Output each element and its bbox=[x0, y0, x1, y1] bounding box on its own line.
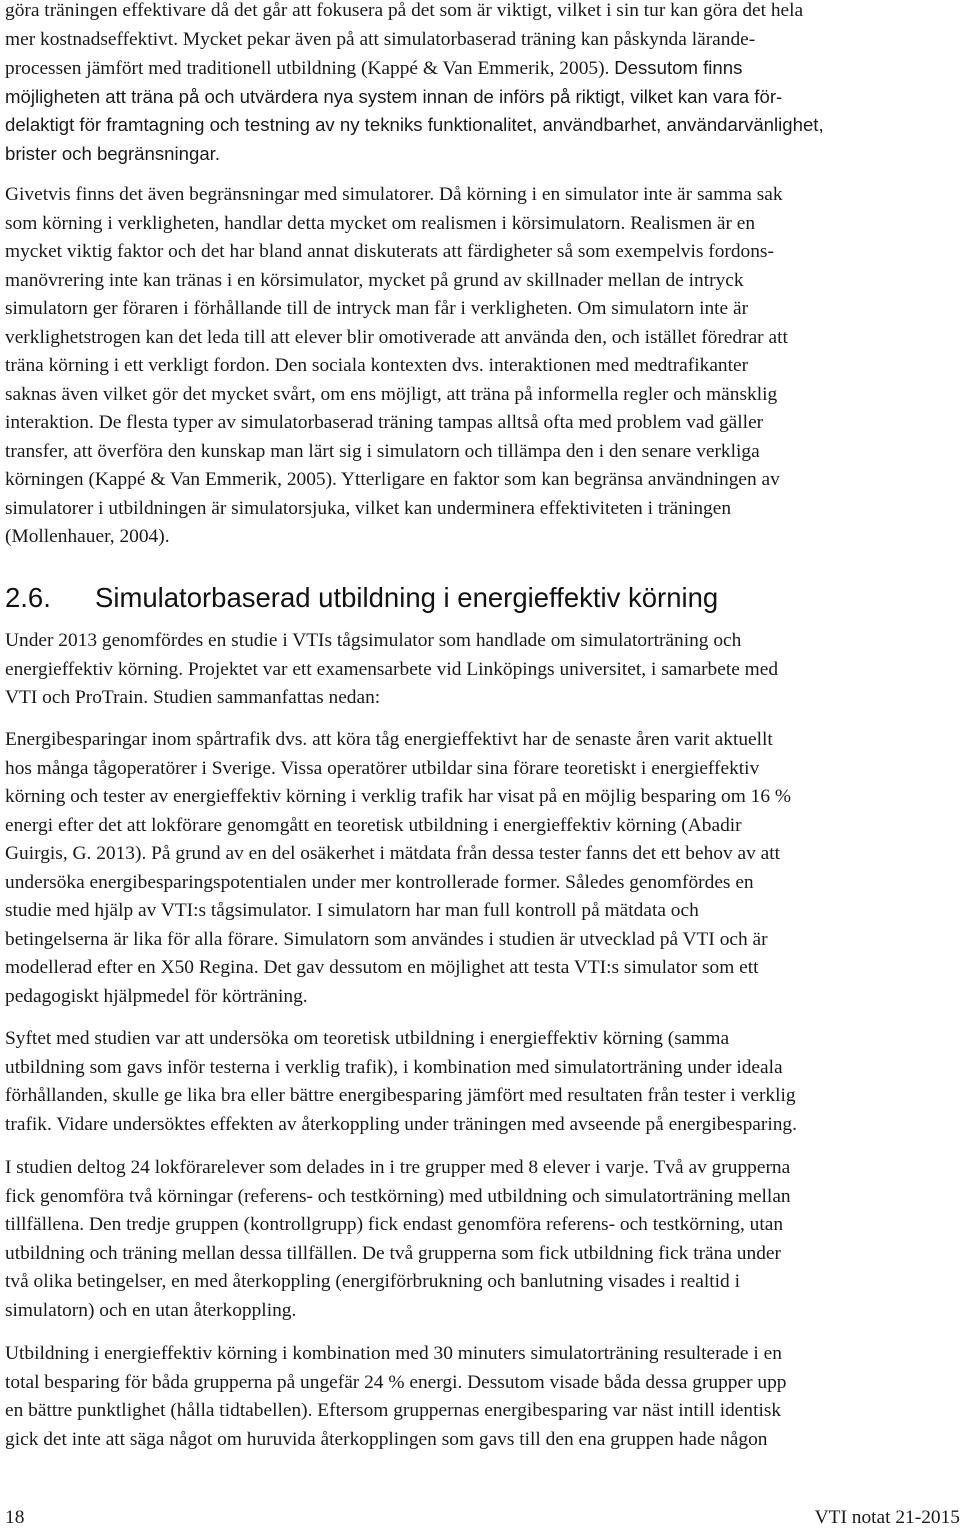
text-line: Energibesparingar inom spårtrafik dvs. att köra tåg energieffektivt har de senaste åren varit aktuellt bbox=[5, 729, 773, 750]
text-line: trafik. Vidare undersöktes effekten av återkoppling under träningen med avseende på energibesparing. bbox=[5, 1113, 797, 1135]
text-line: som körning i verkligheten, handlar detta mycket om realismen i körsimulatorn. Realismen är en bbox=[5, 212, 756, 234]
text-line: verklighetstrogen kan det leda till att elever blir omotiverade att använda den, och istället föredrar att bbox=[5, 326, 788, 348]
text-line: träna körning i ett verkligt fordon. Den sociala kontexten dvs. interaktionen med medtrafikanter bbox=[5, 355, 749, 376]
paragraph-continuation bbox=[5, 0, 824, 168]
text-line: simulatorer i utbildningen är simulatorsjuka, vilket kan underminera effektiviteten i träningen bbox=[5, 497, 732, 519]
text-line: mycket viktig faktor och det har bland annat diskuterats att färdigheter så som exempelvis fordons- bbox=[5, 241, 774, 262]
text-line: saknas även vilket gör det mycket svårt, om ens möjligt, att träna på informella regler och mänsklig bbox=[5, 383, 778, 405]
text-line: (Mollenhauer, 2004). bbox=[5, 526, 170, 547]
text-line: två olika betingelser, en med återkoppling (energiförbrukning och banlutning visades i realtid i bbox=[5, 1271, 740, 1292]
text-line: I studien deltog 24 lokförarelever som delades in i tre grupper med 8 elever i varje. Två av grupperna bbox=[5, 1157, 791, 1178]
paragraph-limitations bbox=[5, 181, 788, 552]
text-line: Givetvis finns det även begränsningar med simulatorer. Då körning i en simulator inte är samma sak bbox=[5, 184, 783, 205]
paragraph-participants bbox=[5, 1154, 791, 1325]
text-line: göra träningen effektivare då det går att fokusera på det som är viktigt, vilket i sin tur kan göra det hela bbox=[5, 0, 804, 21]
text-line-head: processen jämfört med traditionell utbildning (Kappé & Van Emmerik, 2005). bbox=[5, 58, 615, 79]
report-id: VTI notat 21-2015 bbox=[814, 1507, 960, 1528]
text-line: energi efter det att lokförare genomgått en teoretisk utbildning i energieffektiv körning (Abadir bbox=[5, 814, 742, 836]
text-line: körningen (Kappé & Van Emmerik, 2005). Ytterligare en faktor som kan begränsa användningen av bbox=[5, 469, 780, 490]
text-line: en bättre punktlighet (hålla tidtabellen). Eftersom gruppernas energibesparing var näst intill identisk bbox=[5, 1400, 782, 1421]
text-line: utbildning och träning mellan dessa tillfällen. De två grupperna som fick utbildning fick träna under bbox=[5, 1242, 781, 1264]
text-line: Syftet med studien var att undersöka om teoretisk utbildning i energieffektiv körning (samma bbox=[5, 1028, 730, 1049]
text-line: interaktion. De flesta typer av simulatorbaserad träning tampas alltså ofta med problem vad gäller bbox=[5, 412, 764, 433]
paragraph-intro bbox=[5, 627, 778, 713]
text-line: fick genomföra två körningar (referens- och testkörning) med utbildning och simulatorträning mellan bbox=[5, 1185, 791, 1207]
section-title: Simulatorbaserad utbildning i energieffektiv körning bbox=[95, 582, 719, 613]
text-line: energieffektiv körning. Projektet var ett examensarbete vid Linköpings universitet, i samarbete med bbox=[5, 658, 779, 680]
text-line: Utbildning i energieffektiv körning i kombination med 30 minuters simulatorträning resulterade i en bbox=[5, 1343, 782, 1364]
text-line: VTI och ProTrain. Studien sammanfattas nedan: bbox=[5, 687, 381, 708]
paragraph-purpose bbox=[5, 1025, 797, 1139]
text-line: manövrering inte kan tränas i en körsimulator, mycket på grund av skillnader mellan de intryck bbox=[5, 269, 744, 291]
text-line: transfer, att överföra den kunskap man lärt sig i simulatorn och tillämpa den i den senare verkliga bbox=[5, 440, 760, 462]
text-line: modellerad efter en X50 Regina. Det gav dessutom en möjlighet att testa VTI:s simulator som ett bbox=[5, 957, 759, 978]
text-line: hos många tågoperatörer i Sverige. Vissa operatörer utbildar sina förare teoretiskt i energieffektiv bbox=[5, 757, 760, 779]
text-line: delaktigt för framtagning och testning av ny tekniks funktionalitet, användbarhet, användarvänlighet, bbox=[5, 114, 824, 135]
text-line-tail: Dessutom finns bbox=[614, 57, 743, 78]
text-line: Under 2013 genomfördes en studie i VTIs tågsimulator som handlade om simulatorträning och bbox=[5, 630, 742, 651]
text-line: studie med hjälp av VTI:s tågsimulator. I simulatorn har man full kontroll på mätdata och bbox=[5, 900, 699, 921]
text-line: möjligheten att träna på och utvärdera nya system innan de införs på riktigt, vilket kan vara för- bbox=[5, 85, 783, 107]
text-line: gick det inte att säga något om huruvida återkopplingen som gavs till den ena gruppen hade någon bbox=[5, 1428, 768, 1450]
text-line bbox=[5, 54, 824, 83]
text-line: simulatorn) och en utan återkoppling. bbox=[5, 1299, 297, 1321]
text-line: tillfällena. Den tredje gruppen (kontrollgrupp) fick endast genomföra referens- och testkörning, utan bbox=[5, 1214, 784, 1235]
paragraph-energy-savings bbox=[5, 726, 791, 1011]
section-number: 2.6. bbox=[5, 582, 51, 613]
paragraph-results bbox=[5, 1340, 786, 1454]
section-heading bbox=[5, 580, 718, 616]
text-line: undersöka energibesparingspotentialen under mer kontrollerade former. Således genomfördes en bbox=[5, 871, 754, 893]
text-line: körning och tester av energieffektiv körning i verklig trafik har visat på en möjlig besparing om 16 % bbox=[5, 786, 792, 807]
text-line: Guirgis, G. 2013). På grund av en del osäkerhet i mätdata från dessa tester fanns det ett behov av att bbox=[5, 843, 781, 864]
page-number: 18 bbox=[5, 1507, 25, 1528]
text-line: brister och begränsningar. bbox=[5, 142, 220, 164]
text-line: betingelserna är lika för alla förare. Simulatorn som användes i studien är utvecklad på VTI och är bbox=[5, 928, 768, 950]
text-line: pedagogiskt hjälpmedel för körträning. bbox=[5, 985, 308, 1007]
text-line: mer kostnadseffektivt. Mycket pekar även på att simulatorbaserad träning kan påskynda lärande- bbox=[5, 28, 756, 50]
text-line: simulatorn ger föraren i förhållande till de intryck man får i verkligheten. Om simulatorn inte är bbox=[5, 298, 749, 319]
text-line: total besparing för båda grupperna på ungefär 24 % energi. Dessutom visade båda dessa grupper upp bbox=[5, 1371, 787, 1393]
text-line: förhållanden, skulle ge lika bra eller bättre energibesparing jämfört med resultaten från tester i verklig bbox=[5, 1085, 796, 1106]
text-line: utbildning som gavs inför testerna i verklig trafik), i kombination med simulatorträning under ideala bbox=[5, 1056, 783, 1078]
